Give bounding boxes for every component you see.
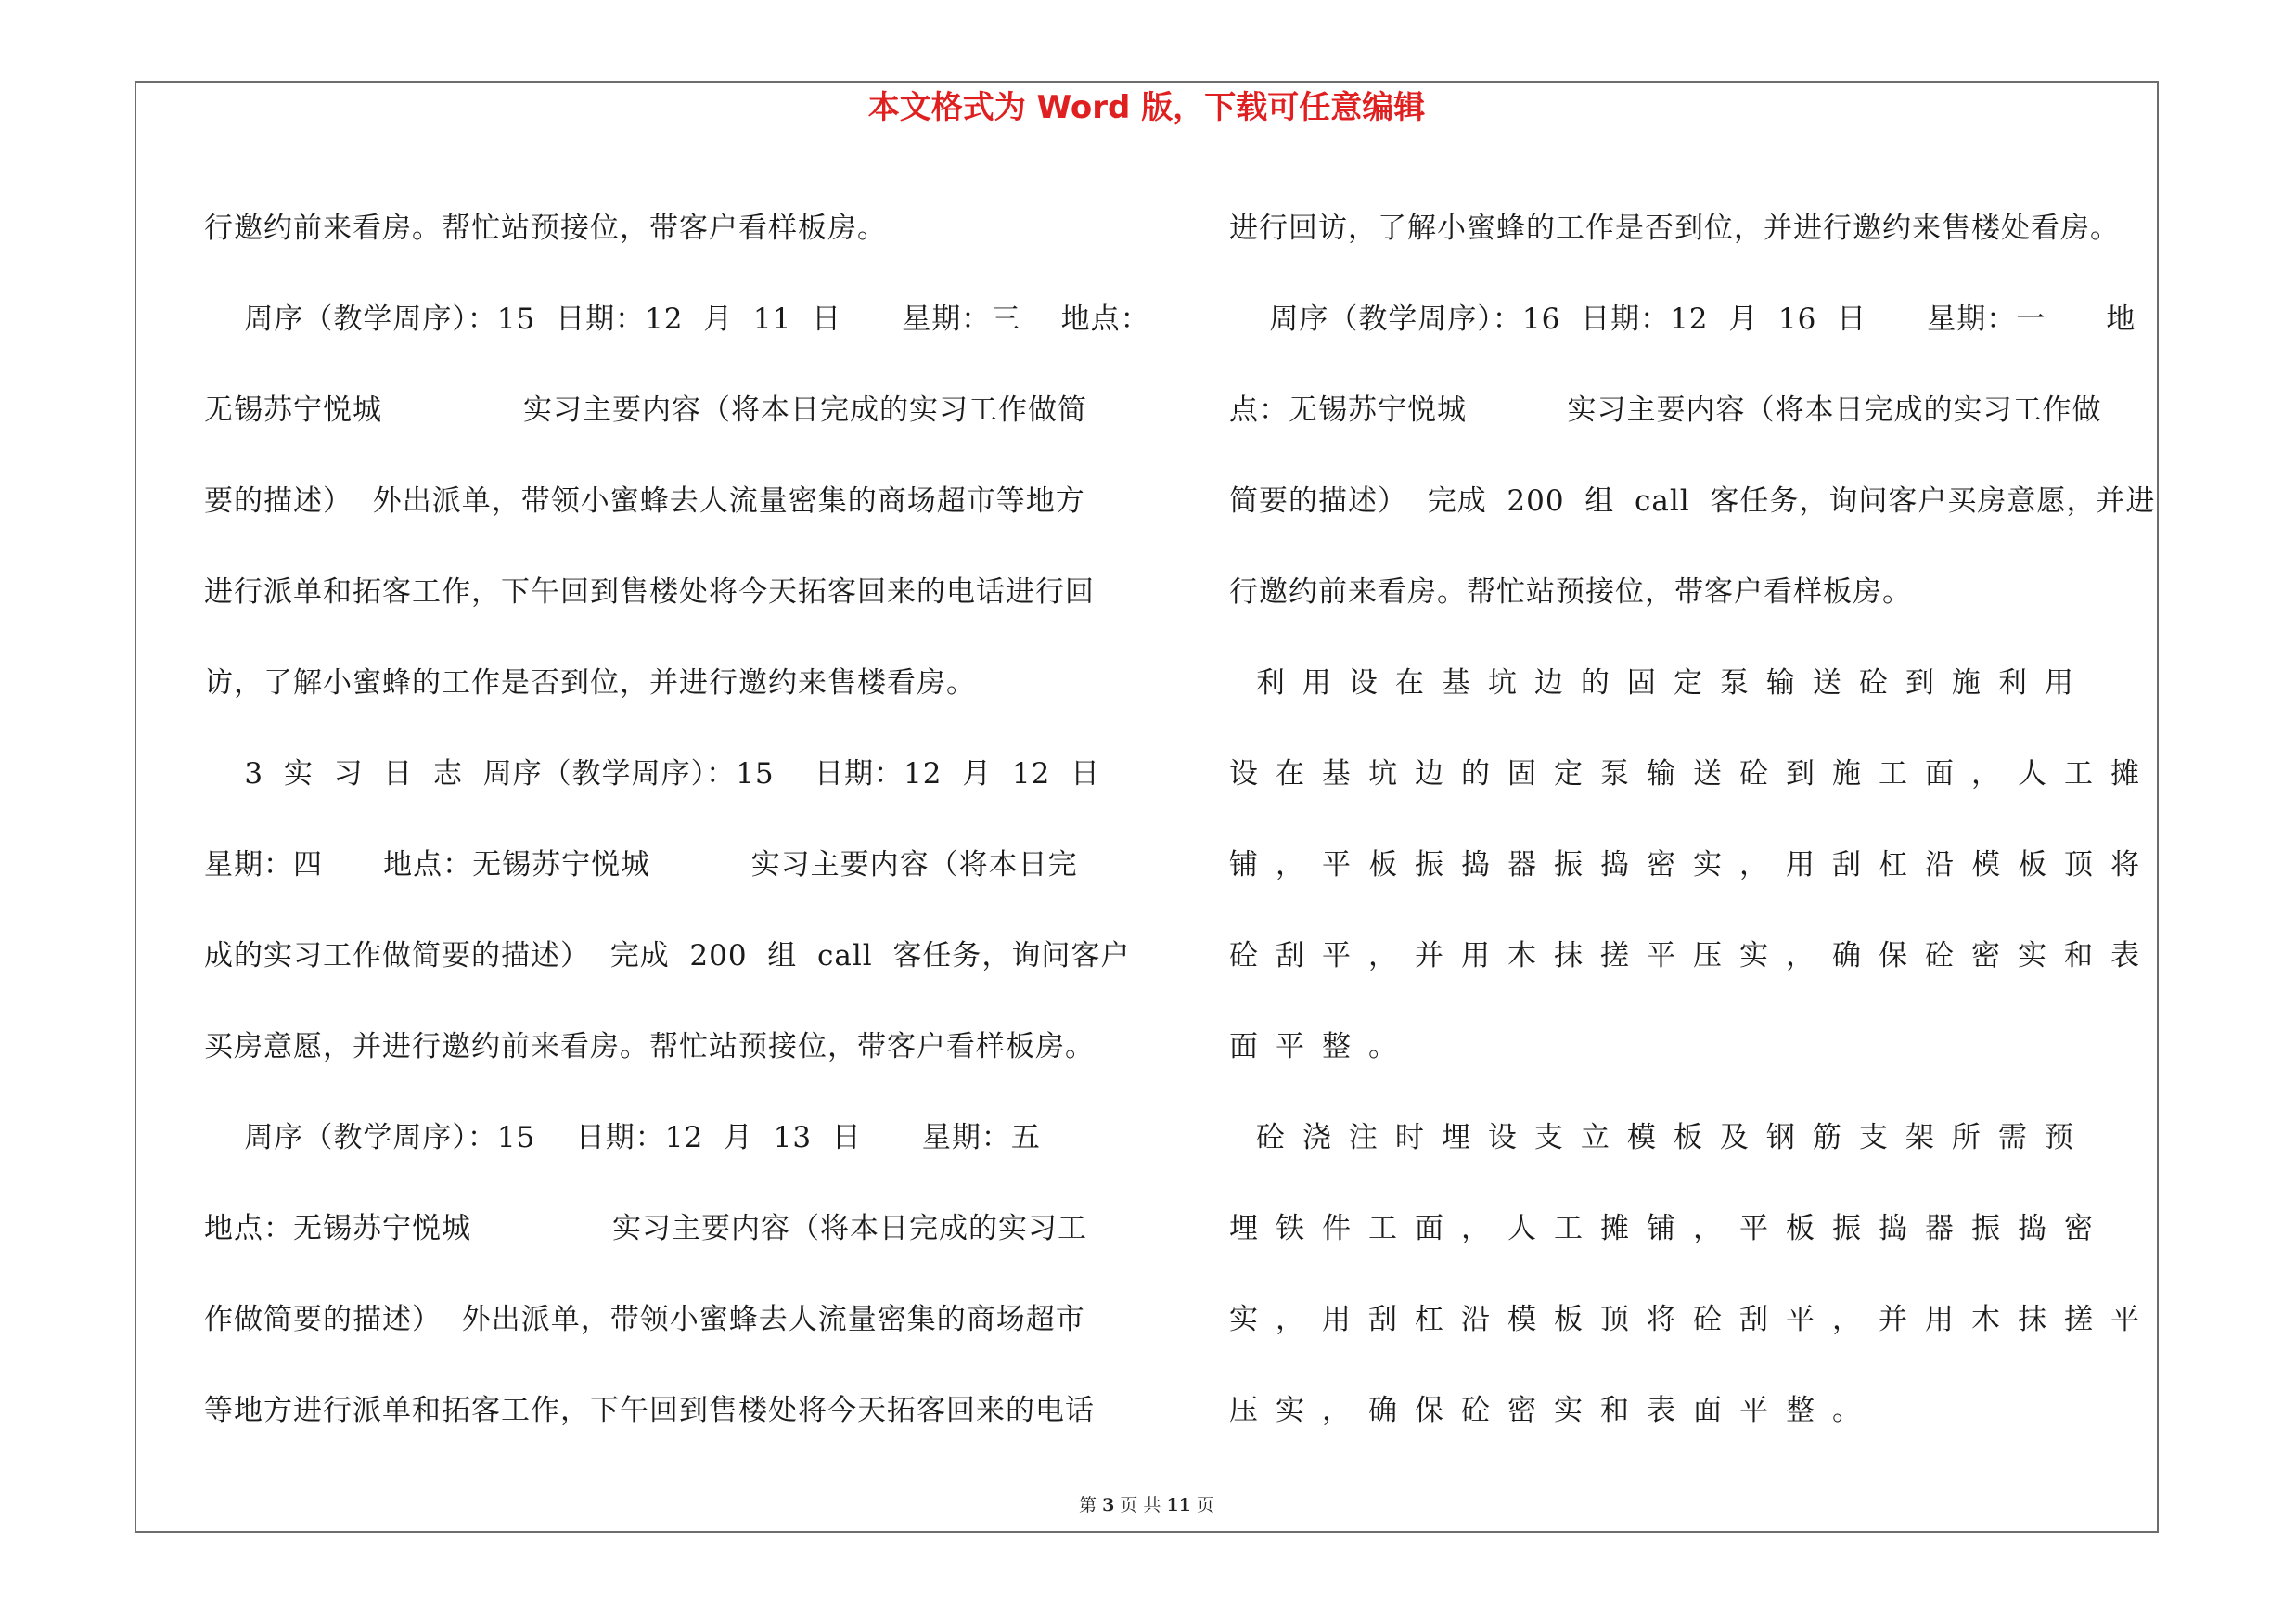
- text-line: 成的实习工作做简要的描述） 完成 200 组 call 客任务，询问客户: [204, 939, 1131, 973]
- text-line: 周序（教学周序）：15 日期：12 月 11 日 星期：三 地点：: [204, 303, 1150, 336]
- page-footer: [135, 1491, 2159, 1516]
- text-line: 进行派单和拓客工作，下午回到售楼处将今天拓客回来的电话进行回: [204, 575, 1095, 609]
- text-line: 实，用刮杠沿模板顶将砼刮平，并用木抹搓平: [1229, 1303, 2157, 1336]
- text-line: 地点：无锡苏宁悦城 实习主要内容（将本日完成的实习工: [204, 1212, 1087, 1245]
- text-line: 星期：四 地点：无锡苏宁悦城 实习主要内容（将本日完: [204, 848, 1078, 882]
- text-line: 简要的描述） 完成 200 组 call 客任务，询问客户买房意愿，并进: [1229, 484, 2156, 518]
- text-line: 周序（教学周序）：16 日期：12 月 16 日 星期：一 地: [1229, 303, 2136, 336]
- text-line: 砼浇注时埋设支立模板及钢筋支架所需预: [1229, 1121, 2091, 1154]
- word-format-banner: 本文格式为 Word 版，下载可任意编辑: [867, 89, 1426, 126]
- text-line: 行邀约前来看房。帮忙站预接位，带客户看样板房。: [1229, 575, 1912, 609]
- text-line: 铺，平板振捣器振捣密实，用刮杠沿模板顶将: [1229, 848, 2157, 882]
- text-line: 面平整。: [1229, 1030, 1415, 1063]
- text-line: 等地方进行派单和拓客工作，下午回到售楼处将今天拓客回来的电话: [204, 1394, 1095, 1427]
- current-page-number: 3: [1102, 1495, 1115, 1515]
- text-line: 周序（教学周序）：15 日期：12 月 13 日 星期：五: [204, 1121, 1041, 1154]
- text-line: 利用设在基坑边的固定泵输送砼到施利用: [1229, 666, 2091, 700]
- footer-middle: 页 共: [1120, 1495, 1161, 1515]
- text-line: 买房意愿，并进行邀约前来看房。帮忙站预接位，带客户看样板房。: [204, 1030, 1095, 1063]
- text-line: 压实，确保砼密实和表面平整。: [1229, 1394, 1879, 1427]
- right-text-column: [1229, 183, 2166, 1456]
- text-line: 埋铁件工面，人工摊铺，平板振捣器振捣密: [1229, 1212, 2110, 1245]
- text-line: 进行回访，了解小蜜蜂的工作是否到位，并进行邀约来售楼处看房。: [1229, 212, 2120, 245]
- text-line: 访，了解小蜜蜂的工作是否到位，并进行邀约来售楼看房。: [204, 666, 976, 700]
- footer-prefix: 第: [1079, 1495, 1097, 1515]
- text-line: 点：无锡苏宁悦城 实习主要内容（将本日完成的实习工作做: [1229, 393, 2102, 427]
- left-text-column: [204, 183, 1150, 1456]
- total-page-count: 11: [1166, 1495, 1191, 1515]
- text-line: 砼刮平，并用木抹搓平压实，确保砼密实和表: [1229, 939, 2157, 973]
- text-line: 行邀约前来看房。帮忙站预接位，带客户看样板房。: [204, 212, 887, 245]
- text-line: 作做简要的描述） 外出派单，带领小蜜蜂去人流量密集的商场超市: [204, 1303, 1085, 1336]
- text-line: 无锡苏宁悦城 实习主要内容（将本日完成的实习工作做简: [204, 393, 1087, 427]
- text-line: 3 实 习 日 志 周序（教学周序）：15 日期：12 月 12 日: [204, 757, 1101, 791]
- text-line: 要的描述） 外出派单，带领小蜜蜂去人流量密集的商场超市等地方: [204, 484, 1085, 518]
- text-line: 设在基坑边的固定泵输送砼到施工面，人工摊: [1229, 757, 2157, 791]
- footer-suffix: 页: [1196, 1495, 1214, 1515]
